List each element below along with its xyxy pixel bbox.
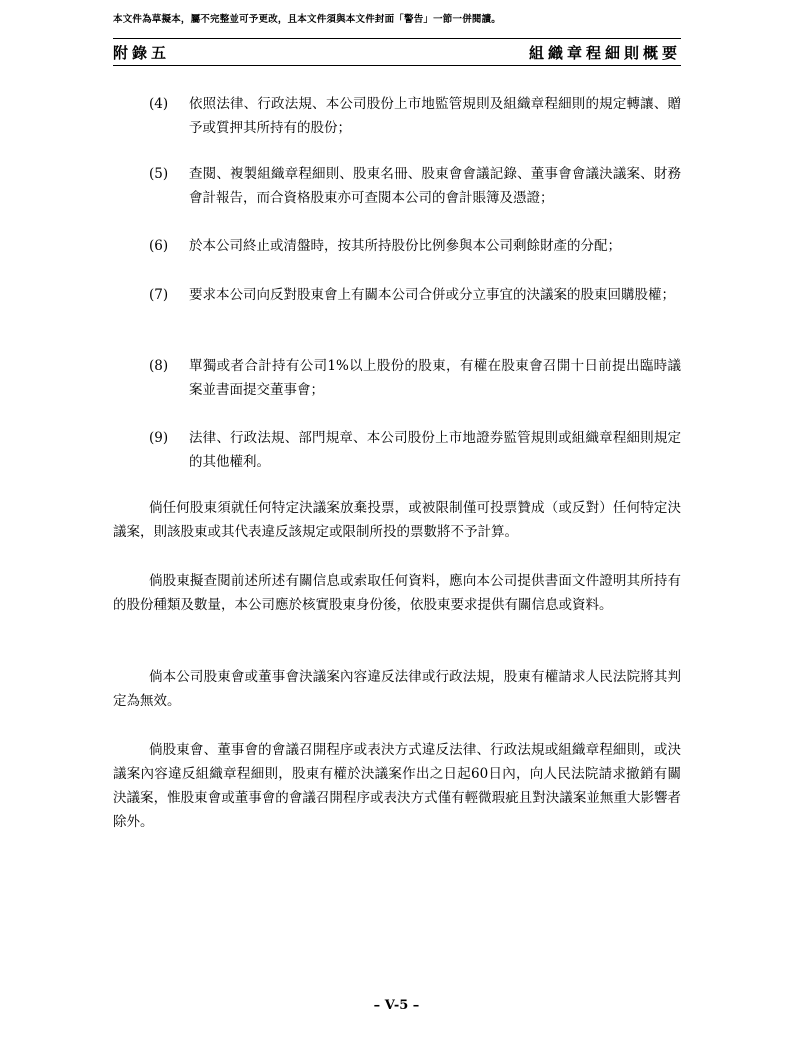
item-text: 單獨或者合計持有公司1%以上股份的股東，有權在股東會召開十日前提出臨時議案並書面提交董事會； (189, 358, 681, 398)
item-number: (9) (149, 430, 169, 446)
body-paragraph: 倘股東會、董事會的會議召開程序或表決方式違反法律、行政法規或組織章程細則，或決議案內容違反組織章程細則，股東有權於決議案作出之日起60日內，向人民法院請求撤銷有關決議案，惟股東會或董事會的會議召開程序或表決方式僅有輕微瑕疵且對決議案並無重大影響者除外。 (113, 742, 681, 830)
item-text: 於本公司終止或清盤時，按其所持股份比例參與本公司剩餘財產的分配； (189, 238, 621, 254)
item-number: (6) (149, 238, 169, 254)
item-number: (5) (149, 166, 169, 182)
item-number: (7) (149, 287, 169, 303)
page-number: – V-5 – (373, 998, 420, 1013)
item-number: (4) (149, 96, 169, 112)
item-text: 依照法律、行政法規、本公司股份上市地監管規則及組織章程細則的規定轉讓、贈予或質押其所持有的股份； (189, 96, 681, 136)
item-text: 查閱、複製組織章程細則、股東名冊、股東會會議記錄、董事會會議決議案、財務會計報告，而合資格股東亦可查閱本公司的會計賬簿及憑證； (189, 166, 681, 206)
draft-warning: 本文件為草擬本，屬不完整並可予更改，且本文件須與本文件封面「警告」一節一併閱讀。 (113, 14, 502, 25)
page-header (113, 38, 681, 66)
section-title: 組織章程細則概要 (528, 44, 681, 62)
item-number: (8) (149, 358, 169, 374)
body-paragraph: 倘本公司股東會或董事會決議案內容違反法律或行政法規，股東有權請求人民法院將其判定為無效。 (113, 669, 681, 709)
item-text: 要求本公司向反對股東會上有關本公司合併或分立事宜的決議案的股東回購股權； (189, 287, 675, 303)
body-paragraph: 倘股東擬查閱前述所述有關信息或索取任何資料，應向本公司提供書面文件證明其所持有的股份種類及數量，本公司應於核實股東身份後，依股東要求提供有關信息或資料。 (113, 573, 681, 613)
item-text: 法律、行政法規、部門規章、本公司股份上市地證券監管規則或組織章程細則規定的其他權利。 (189, 430, 681, 470)
body-paragraph: 倘任何股東須就任何特定決議案放棄投票，或被限制僅可投票贊成（或反對）任何特定決議案，則該股東或其代表違反該規定或限制所投的票數將不予計算。 (113, 500, 681, 540)
appendix-title: 附錄五 (113, 44, 171, 62)
